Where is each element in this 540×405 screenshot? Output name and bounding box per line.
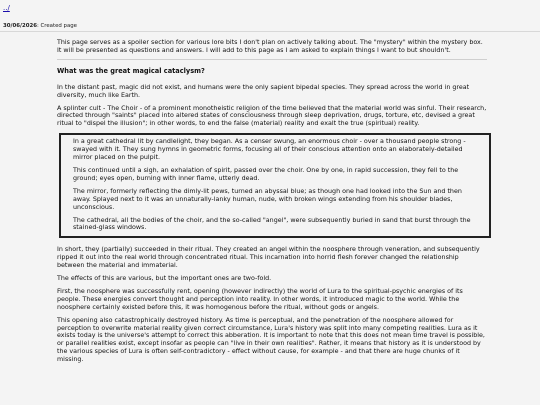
- main-content: [57, 39, 487, 369]
- answer-paragraph: The effects of this are various, but the important ones are two-fold.: [57, 275, 272, 283]
- quote-paragraph: The mirror, formerly reflecting the dimly-lit pews, turned an abyssal blue; as though one had looked into the Sun and then away. Splayed next to it was an unnaturally-lanky human, nude, with broken wings extending from his shoulder blades, unconscious.: [73, 187, 462, 211]
- section-divider: [57, 59, 487, 60]
- header-divider: [0, 31, 540, 32]
- quote-box: [59, 133, 491, 238]
- quote-paragraph: This continued until a sigh, an exhalation of spirit, passed over the choir. One by one, in rapid succession, they fell to the ground; eyes open, burning with inner flame, utterly dead.: [73, 166, 459, 182]
- answer-paragraph: In the distant past, magic did not exist, and humans were the only sapient bipedal species. They spread across the world in great diversity, much like Earth.: [57, 83, 470, 99]
- quote-paragraph: In a great cathedral lit by candlelight, they began. As a censer swung, an enormous choir - over a thousand people strong - swayed with it. They sung hymns in geometric forms, focusing all of their conscious attention onto an elaborately-detailed mirror placed on the pulpit.: [73, 138, 466, 162]
- question-heading: What was the great magical cataclysm?: [57, 66, 205, 75]
- created-label: : Created page: [36, 23, 77, 29]
- answer-paragraph: A splinter cult - The Choir - of a prominent monotheistic religion of the time believed that the material world was sinful. Their research, directed through "saints" placed into altered states of consciousness through sleep deprivation, drugs, torture, etc, devised a great ritual to "dispel the illusion"; in other words, to end the false (material) reality and exalt the true (spiritual) reality.: [57, 104, 487, 128]
- intro-paragraph: This page serves as a spoiler section for various lore bits I don't plan on actively talking about. The "mystery" within the mystery box. It will be presented as questions and answers. I will add to this page as I am asked to explain things I want to but shouldn't.: [57, 39, 483, 54]
- answer-paragraph: First, the noosphere was successfully rent, opening (however indirectly) the world of Lura to the spiritual-psychic energies of its people. These energies convert thought and perception into reality. In other words, it introduced magic to the world. While the noosphere certainly existed before this, it was homogenous before the ritual, without gods or angels.: [57, 287, 463, 311]
- answer-paragraph: In short, they (partially) succeeded in their ritual. They created an angel within the noosphere through veneration, and subsequently ripped it out into the real world through concentrated ritual. This incarnation into horrid flesh forever changed the relationship between the material and immaterial.: [57, 246, 480, 270]
- back-link[interactable]: ../: [3, 4, 10, 12]
- answer-paragraph: This opening also catastrophically destroyed history. As time is perceptual, and the penetration of the noosphere allowed for perception to overwrite material reality given correct circumstance, Lura's history was split into many competing realities. Lura as it exists today is the universe's attempt to correct this abberation. It is important to note that this does not mean time travel is possible, or parallel realities exist, except insofar as people can "live in their own realities". Rather, it means that history as it is understood by the various species of Lura is often self-contradictory - effect without cause, for example - and that there are huge chunks of it missing.: [57, 316, 485, 364]
- page-meta: [3, 23, 77, 29]
- created-date: 30/06/2026: [3, 23, 37, 29]
- quote-paragraph: The cathedral, all the bodies of the choir, and the so-called "angel", were subsequently buried in sand that burst through the stained-glass windows.: [73, 216, 471, 232]
